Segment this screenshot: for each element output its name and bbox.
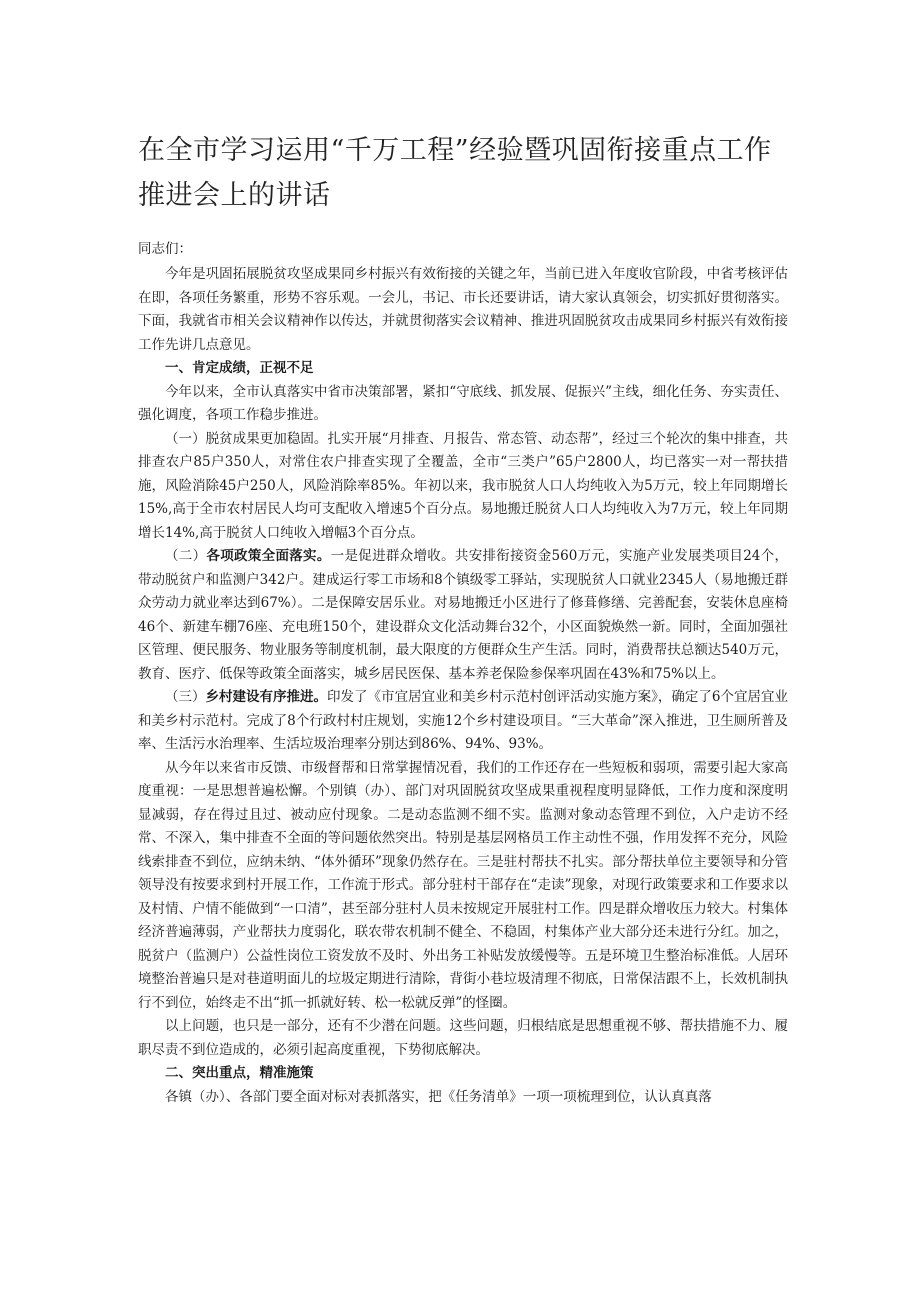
item-3-lead-prefix: （三） [165, 689, 206, 705]
salutation: 同志们： [138, 241, 192, 257]
section-1-paragraph: 今年以来，全市认真落实中省市决策部署，紧扣“守底线、抓发展、促振兴”主线，细化任务、夯实责任、强化调度，各项工作稳步推进。 [138, 383, 788, 423]
item-1-lead: （一）脱贫成果更加稳固。 [165, 430, 328, 447]
item-1-paragraph [138, 428, 788, 546]
summary-paragraph: 以上问题，也只是一部分，还有不少潜在问题。这些问题，归根结底是思想重视不够、帮扶措施不力、履职尽责不到位造成的，必须引起高度重视，下势彻底解决。 [138, 1018, 788, 1058]
item-2-lead-prefix: （二） [165, 548, 207, 564]
section-2-heading: 二、突出重点，精准施策 [165, 1065, 314, 1081]
item-3-text: 印发了《市宜居宜业和美乡村示范村创评活动实施方案》，确定了6个宜居宜业和美乡村示范村。完成了8个行政村村庄规划，实施12个乡村建设项目。“三大革命”深入推进，卫生厕所普及率、生活污水治理率、生活垃圾治理率分别达到86%、94%、93%。 [138, 689, 789, 752]
section-2-paragraph: 各镇（办）、各部门要全面对标对表抓落实，把《任务清单》一项一项梳理到位，认认真真落 [165, 1088, 712, 1105]
item-2-text: 一是促进群众增收。共安排衔接资金560万元，实施产业发展类项目24个，带动脱贫户和监测户342户。建成运行零工市场和8个镇级零工驿站，实现脱贫人口就业2345人（易地搬迁群众劳动力就业率达到67%）。二是保障安居乐业。对易地搬迁小区进行了修葺修缮、完善配套，安装休息座椅46个、新建车棚76座、充电班150个，建设群众文化活动舞台32个，小区面貌焕然一新。同时，全面加强社区管理、便民服务、物业服务等制度机制，最大限度的方便群众生产生活。同时，消费帮扶总额达540万元，教育、医疗、低保等政策全面落实，城乡居民医保、基本养老保险参保率巩固在43%和75%以上。 [138, 548, 789, 682]
item-2-lead: 各项政策全面落实。 [206, 548, 331, 564]
document-title: 在全市学习运用“千万工程”经验暨巩固衔接重点工作推进会上的讲话 [138, 135, 772, 211]
item-1-text: 扎实开展“月排查、月报告、常态管、动态帮”，经过三个轮次的集中排查，共排查农户85户350人，对常住农户排查实现了全覆盖，全市“三类户”65户2800人，均已落实一对一帮扶措施，风险消除45户250人，风险消除率85%。年初以来，我市脱贫人口人均纯收入为5万元，较上年同期增长15%,高于全市农村居民人均可支配收入增速5个百分点。易地搬迁脱贫人口人均纯收入为7万元，较上年同期增长14%,高于脱贫人口纯收入增幅3个百分点。 [138, 430, 789, 541]
document-page [138, 128, 788, 1109]
section-1-heading: 一、肯定成绩，正视不足 [165, 360, 314, 376]
item-3-paragraph [138, 686, 788, 757]
problems-paragraph: 从今年以来省市反馈、市级督帮和日常掌握情况看，我们的工作还存在一些短板和弱项，需要引起大家高度重视：一是思想普遍松懈。个别镇（办）、部门对巩固脱贫攻坚成果重视程度明显降低，工作力度和深度明显减弱，存在得过且过、被动应付现象。二是动态监测不细不实。监测对象动态管理不到位，入户走访不经常、不深入，集中排查不全面的等问题依然突出。特别是基层网格员工作主动性不强，作用发挥不充分，风险线索排查不到位，应纳未纳、“体外循环”现象仍然存在。三是驻村帮扶不扎实。部分帮扶单位主要领导和分管领导没有按要求到村开展工作，工作流于形式。部分驻村干部存在“走读”现象，对现行政策要求和工作要求以及村情、户情不能做到“一口清”，甚至部分驻村人员未按规定开展驻村工作。四是群众增收压力较大。村集体经济普遍薄弱，产业帮扶力度弱化，联农带农机制不健全、不稳固，村集体产业大部分还未进行分红。加之，脱贫户（监测户）公益性岗位工资发放不及时、外出务工补贴发放缓慢等。五是环境卫生整治标准低。人居环境整治普遍只是对巷道明面儿的垃圾定期进行清除，背街小巷垃圾清理不彻底，日常保洁跟不上，长效机制执行不到位，始终走不出“抓一抓就好转、松一松就反弹”的怪圈。 [138, 759, 788, 1011]
intro-paragraph: 今年是巩固拓展脱贫攻坚成果同乡村振兴有效衔接的关键之年，当前已进入年度收官阶段，中省考核评估在即，各项任务繁重，形势不容乐观。一会儿，书记、市长还要讲话，请大家认真领会，切实抓好贯彻落实。下面，我就省市相关会议精神作以传达，并就贯彻落实会议精神、推进巩固脱贫攻击成果同乡村振兴有效衔接工作先讲几点意见。 [138, 266, 788, 353]
item-3-lead: 乡村建设有序推进。 [205, 689, 328, 705]
item-2-paragraph [138, 545, 788, 686]
